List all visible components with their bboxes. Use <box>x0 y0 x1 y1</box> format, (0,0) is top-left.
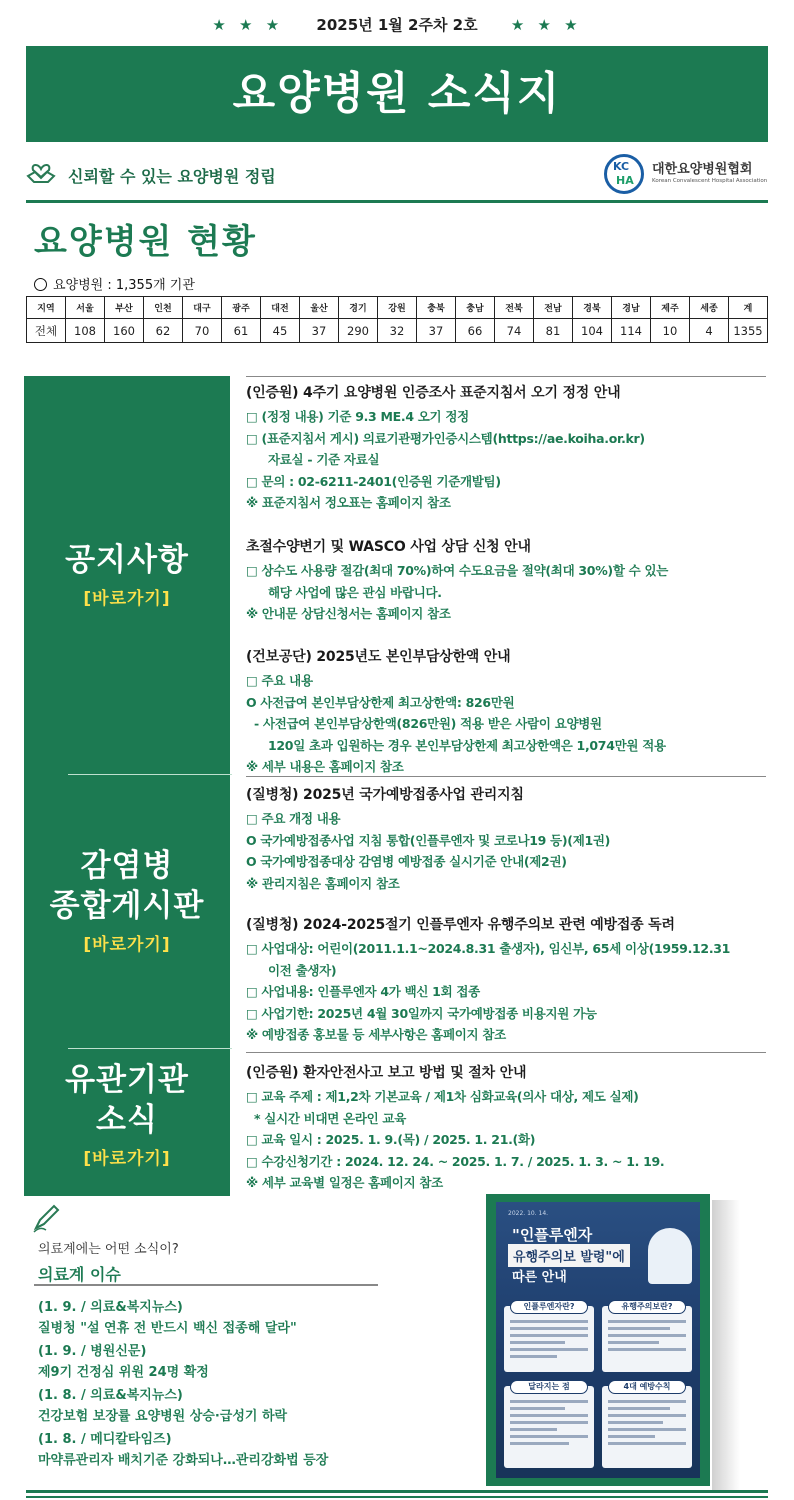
sidebar-divider <box>68 774 232 775</box>
issue-line <box>0 14 794 35</box>
table-cell: 61 <box>222 319 261 343</box>
table-header-cell: 계 <box>729 297 768 319</box>
kcha-logo <box>604 154 768 194</box>
table-row <box>27 319 768 343</box>
poster-box: 4대 예방수칙 <box>602 1386 692 1468</box>
notice-title[interactable]: (질병청) 2025년 국가예방접종사업 관리지침 <box>246 787 524 803</box>
table-header-cell: 울산 <box>300 297 339 319</box>
poster-box: 인플루엔자란? <box>504 1306 594 1372</box>
table-header-cell: 서울 <box>66 297 105 319</box>
notice-title[interactable]: (인증원) 환자안전사고 보고 방법 및 절차 안내 <box>246 1065 527 1081</box>
issue-headline[interactable]: 질병청 "설 연휴 전 반드시 백신 접종해 달라" <box>38 1321 297 1336</box>
agency-section-title-1: 유관기관 <box>65 1062 189 1098</box>
table-cell: 4 <box>690 319 729 343</box>
table-cell: 104 <box>573 319 612 343</box>
notice-title[interactable]: (질병청) 2024-2025절기 인플루엔자 유행주의보 관련 예방접종 독려 <box>246 917 675 933</box>
notice-title[interactable]: 초절수양변기 및 WASCO 사업 상담 신청 안내 <box>246 539 531 555</box>
table-cell: 66 <box>456 319 495 343</box>
table-cell: 전체 <box>27 319 66 343</box>
stars-left-icon: ★ ★ ★ <box>212 16 284 34</box>
status-title: 요양병원 현황 <box>34 222 257 262</box>
list-item[interactable] <box>38 1384 478 1424</box>
slogan-text: 신뢰할 수 있는 요양병원 정립 <box>68 167 276 186</box>
table-header-cell: 세종 <box>690 297 729 319</box>
issues-heading: 의료계 이슈 <box>38 1265 121 1284</box>
issue-source: (1. 8. / 의료&복지뉴스) <box>38 1388 183 1403</box>
table-cell: 37 <box>300 319 339 343</box>
table-cell: 290 <box>339 319 378 343</box>
notice-item: (질병청) 2025년 국가예방접종사업 관리지침 □ 주요 개정 내용 O 국가예방접종사업 지침 통합(인플루엔자 및 코로나19 등)(제1권) O 국가예방접종대상 감염병 예방접종 실시기준 안내(제2권) ※ 관리지침은 홈페이지 참조 <box>246 784 776 894</box>
table-header-cell: 광주 <box>222 297 261 319</box>
agency-shortcut-link[interactable]: [바로가기] <box>83 1149 171 1169</box>
newsletter-title: 요양병원 소식지 <box>26 46 768 142</box>
table-header-cell: 경북 <box>573 297 612 319</box>
notice-item: (인증원) 4주기 요양병원 인증조사 표준지침서 오기 정정 안내 □ (정정 내용) 기준 9.3 ME.4 오기 정정 □ (표준지침서 게시) 의료기관평가인증시스템(https://ae.koiha.or.kr) 자료실 - 기준 자료실 □ 문의 : 02-6211-2401(인증원 기준개발팀) ※ 표준지침서 정오표는 홈페이지 참조 <box>246 382 776 514</box>
section-divider <box>246 776 766 777</box>
table-cell: 1355 <box>729 319 768 343</box>
handshake-heart-icon <box>26 160 56 186</box>
table-header-cell: 대구 <box>183 297 222 319</box>
notice-title[interactable]: (건보공단) 2025년도 본인부담상한액 안내 <box>246 649 511 665</box>
poster-title-line3: 따른 안내 <box>512 1270 567 1285</box>
table-header-cell: 전북 <box>495 297 534 319</box>
list-item[interactable] <box>38 1428 478 1468</box>
issues-heading-underline <box>34 1284 378 1286</box>
table-cell: 45 <box>261 319 300 343</box>
table-header-cell: 강원 <box>378 297 417 319</box>
table-header-cell: 제주 <box>651 297 690 319</box>
poster-box: 유행주의보란? <box>602 1306 692 1372</box>
influenza-poster[interactable] <box>496 1202 700 1478</box>
medical-issues <box>26 1200 476 1480</box>
section-sidebar <box>24 376 230 1196</box>
issue-headline[interactable]: 건강보험 보장률 요양병원 상승·급성기 하락 <box>38 1409 288 1424</box>
poster-shadow <box>712 1200 740 1490</box>
table-header-cell: 인천 <box>144 297 183 319</box>
table-header-cell: 경남 <box>612 297 651 319</box>
issue-headline[interactable]: 마약류관리자 배치기준 강화되나…관리강화법 등장 <box>38 1453 329 1468</box>
issue-source: (1. 9. / 의료&복지뉴스) <box>38 1300 183 1315</box>
table-cell: 62 <box>144 319 183 343</box>
table-cell: 108 <box>66 319 105 343</box>
notice-item: (질병청) 2024-2025절기 인플루엔자 유행주의보 관련 예방접종 독려 □ 사업대상: 어린이(2011.1.1~2024.8.31 출생자), 임신부, 65세 이상(1959.12.31 이전 출생자) □ 사업내용: 인플루엔자 4가 백신 1회 접종 □ 사업기한: 2025년 4월 30일까지 국가예방접종 비용지원 가능 ※ 예방접종 홍보물 등 세부사항은 홈페이지 참조 <box>246 914 776 1046</box>
footer-divider <box>26 1496 768 1498</box>
header-divider <box>26 200 768 203</box>
poster-box: 달라지는 점 <box>504 1386 594 1468</box>
issues-question: 의료계에는 어떤 소식이? <box>38 1242 179 1257</box>
issue-headline[interactable]: 제9기 건정심 위원 24명 확정 <box>38 1365 209 1380</box>
kcha-mark-icon: KC HA <box>604 154 644 194</box>
table-cell: 10 <box>651 319 690 343</box>
circle-bullet-icon <box>34 278 47 291</box>
kcha-english-name: Korean Convalescent Hospital Association <box>652 178 768 184</box>
table-header-row <box>27 297 768 319</box>
section-divider <box>246 376 766 377</box>
doctor-illustration-icon <box>648 1228 692 1284</box>
agency-section-label <box>24 1060 230 1169</box>
table-cell: 70 <box>183 319 222 343</box>
table-cell: 114 <box>612 319 651 343</box>
table-header-cell: 충남 <box>456 297 495 319</box>
status-count: 요양병원 : 1,355개 기관 <box>34 274 195 293</box>
sidebar-divider <box>68 1048 232 1049</box>
poster-title-line2: 유행주의보 발령"에 <box>508 1244 630 1267</box>
poster-date: 2022. 10. 14. <box>508 1210 549 1217</box>
infection-shortcut-link[interactable]: [바로가기] <box>83 935 171 955</box>
table-cell: 81 <box>534 319 573 343</box>
infection-section-title-2: 종합게시판 <box>49 888 205 924</box>
table-header-cell: 부산 <box>105 297 144 319</box>
slogan-row <box>26 150 768 200</box>
notice-item: (건보공단) 2025년도 본인부담상한액 안내 □ 주요 내용 O 사전급여 본인부담상한제 최고상한액: 826만원 - 사전급여 본인부담상한액(826만원) 적용 받은 사람이 요양병원 120일 초과 입원하는 경우 본인부담상한제 최고상한액은 1,074만원 적용 ※ 세부 내용은 홈페이지 참조 <box>246 646 776 778</box>
table-cell: 160 <box>105 319 144 343</box>
kcha-name: 대한요양병원협회 <box>652 162 753 177</box>
issue-source: (1. 8. / 메디칼타임즈) <box>38 1432 172 1447</box>
notice-item: (인증원) 환자안전사고 보고 방법 및 절차 안내 □ 교육 주제 : 제1,2차 기본교육 / 제1차 심화교육(의사 대상, 제도 실제) * 실시간 비대면 온라인 교육 □ 교육 일시 : 2025. 1. 9.(목) / 2025. 1. 21.(화) □ 수강신청기간 : 2024. 12. 24. ~ 2025. 1. 7. / 2025. 1. 3. ~ 1. 19. ※ 세부 교육별 일정은 홈페이지 참조 <box>246 1062 776 1194</box>
table-header-cell: 충북 <box>417 297 456 319</box>
section-divider <box>246 1052 766 1053</box>
table-cell: 74 <box>495 319 534 343</box>
hospital-count-table <box>26 296 768 343</box>
stars-right-icon: ★ ★ ★ <box>510 16 582 34</box>
infection-section-label <box>24 846 230 955</box>
issue-source: (1. 9. / 병원신문) <box>38 1344 147 1359</box>
notice-section-title: 공지사항 <box>65 542 189 578</box>
table-cell: 37 <box>417 319 456 343</box>
table-header-cell: 지역 <box>27 297 66 319</box>
notice-shortcut-link[interactable]: [바로가기] <box>83 589 171 609</box>
footer-divider <box>26 1490 768 1493</box>
table-cell: 32 <box>378 319 417 343</box>
agency-section-title-2: 소식 <box>96 1102 158 1138</box>
pen-writing-icon <box>30 1200 64 1234</box>
infection-section-title-1: 감염병 <box>80 848 174 884</box>
notice-item: 초절수양변기 및 WASCO 사업 상담 신청 안내 □ 상수도 사용량 절감(최대 70%)하여 수도요금을 절약(최대 30%)할 수 있는 해당 사업에 많은 관심 바랍니다. ※ 안내문 상담신청서는 홈페이지 참조 <box>246 536 776 625</box>
notice-section-label <box>24 540 230 609</box>
list-item[interactable] <box>38 1296 478 1336</box>
table-header-cell: 전남 <box>534 297 573 319</box>
table-header-cell: 경기 <box>339 297 378 319</box>
issue-number: 2025년 1월 2주차 2호 <box>316 16 478 34</box>
notice-title[interactable]: (인증원) 4주기 요양병원 인증조사 표준지침서 오기 정정 안내 <box>246 385 621 401</box>
table-header-cell: 대전 <box>261 297 300 319</box>
list-item[interactable] <box>38 1340 478 1380</box>
poster-title-line1: "인플루엔자 <box>512 1226 593 1244</box>
